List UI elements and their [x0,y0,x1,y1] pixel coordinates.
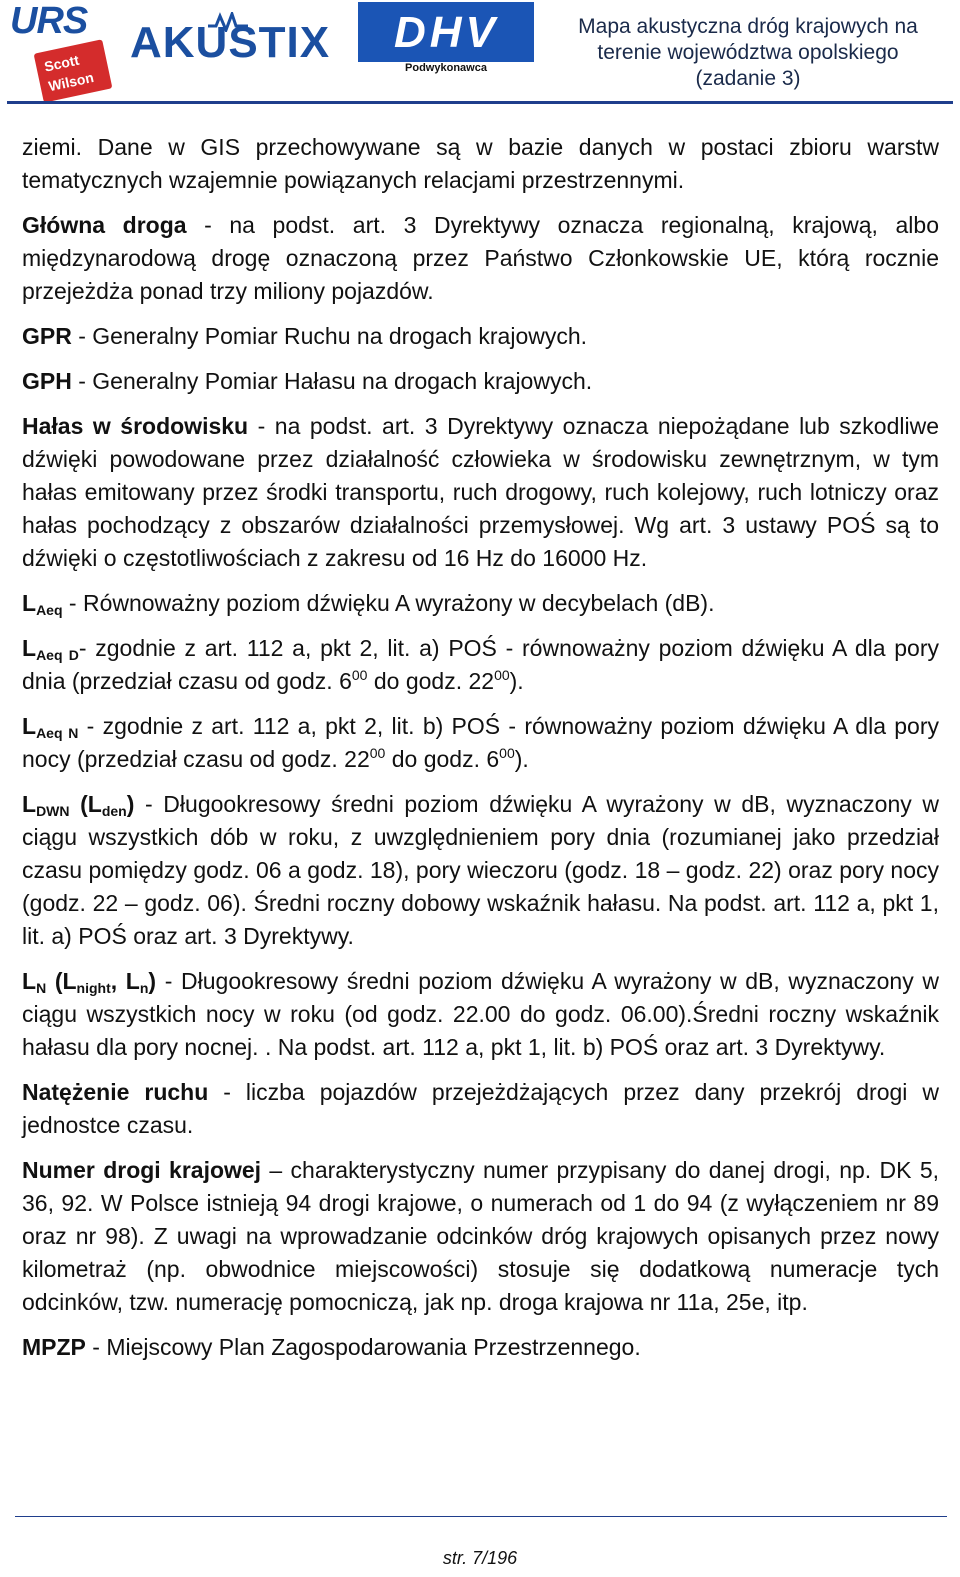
entry-term: L [22,968,37,994]
header-divider [7,101,953,104]
entry-term: (L [46,968,77,994]
entry-term: (L [69,791,102,817]
entry-text: - liczba pojazdów przejeżdżających przez dany przekrój drogi w jednostce czasu. [22,1079,939,1138]
page-number: str. 7/196 [442,1548,518,1568]
entry-term: ) [148,968,157,994]
entry-term: , L [110,968,140,994]
glossary-content [22,131,939,1376]
entry-text: - Długookresowy średni poziom dźwięku A wyrażony w dB, wyznaczony w ciągu wszystkich nocy w roku (od godz. 22.00 do godz. 06.00).Średni roczny wskaźnik hałasu dla pory nocnej. . Na podst. art. 112 a, pkt 1, lit. b) POŚ oraz art. 3 Dyrektywy. [22,968,939,1060]
dhv-logo [358,2,534,80]
entry-text: ). [509,668,524,694]
time-superscript: 00 [351,667,368,683]
entry-term: Główna droga [22,212,187,238]
glossary-entry-halas [22,410,939,575]
glossary-entry-laeq-d [22,632,939,698]
entry-term: L [22,791,37,817]
time-superscript: 00 [369,745,386,761]
entry-text: ). [514,746,529,772]
glossary-entry-gph [22,365,939,398]
glossary-entry-laeq [22,587,939,620]
entry-term-subscript: Aeq [36,602,63,618]
entry-term: ) [126,791,135,817]
entry-term: Numer drogi krajowej [22,1157,262,1183]
glossary-entry-glowna-droga [22,209,939,308]
entry-term-subscript: Aeq N [36,725,79,741]
scott-wilson-badge: Scott Wilson [34,39,113,102]
glossary-entry-gis-cont [22,131,939,197]
entry-text: ziemi. Dane w GIS przechowywane są w bazie danych w postaci zbioru warstw tematycznych wzajemnie powiązanych relacjami przestrzennymi. [22,134,939,193]
footer-divider [15,1516,947,1517]
entry-term-subscript: N [36,980,47,996]
entry-term: L [22,713,37,739]
time-superscript: 00 [494,667,510,683]
document-title: Mapa akustyczna dróg krajowych na terenie województwa opolskiego (zadanie 3) [578,15,918,90]
entry-text: – charakterystyczny numer przypisany do danej drogi, np. DK 5, 36, 92. W Polsce istnieją 94 drogi krajowe, o numerach od 1 do 94 (z wyłączeniem nr 89 oraz nr 98). Z uwagi na wprowadzanie odcinków dróg krajowych opisanych przez nowy kilometraż (np. obwodnice miejscowości) stosuje się dodatkową numeracje tych odcinków, tzw. numerację pomocniczą, jak np. droga krajowa nr 11a, 25e, itp. [22,1157,939,1315]
entry-term-subscript: night [76,980,111,996]
entry-term-subscript: n [139,980,149,996]
entry-text: - zgodnie z art. 112 a, pkt 2, lit. b) POŚ - równoważny poziom dźwięku A dla pory nocy (przedział czasu od godz. 22 [22,713,940,772]
urs-logo-text: URS [10,0,88,42]
entry-term: L [22,635,37,661]
entry-term-subscript: DWN [36,803,70,819]
entry-text: - Miejscowy Plan Zagospodarowania Przestrzennego. [85,1334,641,1360]
entry-text: do godz. 6 [385,746,500,772]
sound-wave-icon [208,12,248,32]
entry-term-subscript: den [101,803,127,819]
urs-scott-wilson-logo [8,2,123,102]
glossary-entry-natezenie-ruchu [22,1076,939,1142]
entry-text: - zgodnie z art. 112 a, pkt 2, lit. a) POŚ - równoważny poziom dźwięku A dla pory dnia (przedział czasu od godz. 6 [22,635,939,694]
entry-text: - Długookresowy średni poziom dźwięku A wyrażony w dB, wyznaczony w ciągu wszystkich dób w roku, z uwzględnieniem pory dnia (rozumianej jako przedział czasu pomiędzy godz. 06 a godz. 18), pory wieczoru (godz. 18 – godz. 22) oraz pory nocy (godz. 22 – godz. 06). Średni roczny dobowy wskaźnik hałasu. Na podst. art. 112 a, pkt 1, lit. a) POŚ oraz art. 3 Dyrektywy. [22,791,939,949]
entry-term: L [22,590,37,616]
glossary-entry-mpzp [22,1331,939,1364]
entry-text: - Generalny Pomiar Ruchu na drogach krajowych. [71,323,588,349]
entry-text: do godz. 22 [367,668,495,694]
entry-text: - na podst. art. 3 Dyrektywy oznacza regionalną, krajową, albo międzynarodową drogę oznaczoną przez Państwo Członkowskie UE, którą rocznie przejeżdża ponad trzy miliony pojazdów. [22,212,939,304]
akustix-logo [128,10,338,70]
glossary-entry-gpr [22,320,939,353]
page-header [0,0,960,108]
entry-term: MPZP [22,1334,86,1360]
glossary-entry-laeq-n [22,710,939,776]
entry-term: GPH [22,368,72,394]
glossary-entry-numer-drogi [22,1154,939,1319]
entry-text: - Generalny Pomiar Hałasu na drogach krajowych. [71,368,593,394]
glossary-entry-ldwn [22,788,939,953]
time-superscript: 00 [499,745,515,761]
entry-text: - na podst. art. 3 Dyrektywy oznacza niepożądane lub szkodliwe dźwięki powodowane przez działalność człowieka w środowisku zewnętrznym, w tym hałas emitowany przez środki transportu, ruch drogowy, ruch kolejowy, ruch lotniczy oraz hałas pochodzący z obszarów działalności przemysłowej. Wg art. 3 ustawy POŚ są to dźwięki o częstotliwościach z zakresu od 16 Hz do 16000 Hz. [22,413,939,571]
dhv-logo-text: DHV [394,8,499,57]
entry-term: Natężenie ruchu [22,1079,209,1105]
dhv-subcontractor-label: Podwykonawca [405,62,487,74]
entry-term-subscript: Aeq D [36,647,79,663]
entry-term: GPR [22,323,72,349]
glossary-entry-ln [22,965,939,1064]
entry-text: - Równoważny poziom dźwięku A wyrażony w decybelach (dB). [62,590,715,616]
entry-term: Hałas w środowisku [22,413,249,439]
dhv-logo-box [358,2,534,62]
akustix-logo-text: AKUSTIX [130,18,331,67]
